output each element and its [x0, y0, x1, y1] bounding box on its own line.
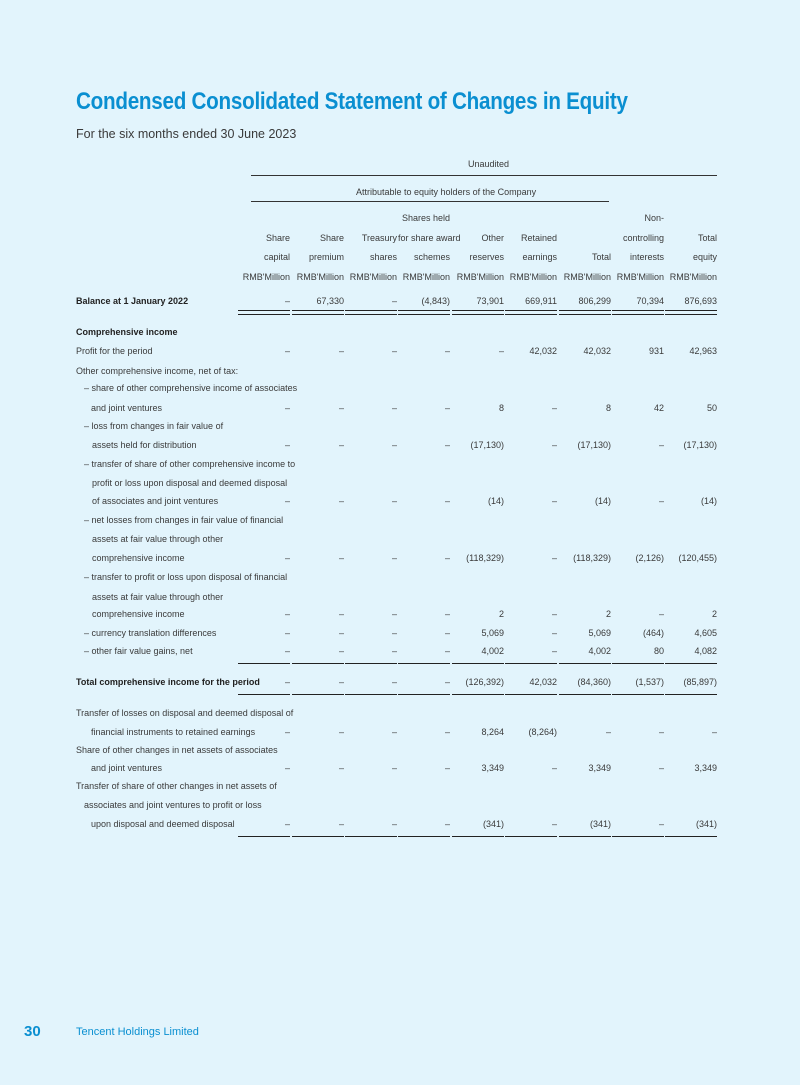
column-header-line: RMB'Million	[296, 271, 344, 282]
cell-value: –	[391, 440, 397, 450]
cell-value: 67,330	[292, 292, 344, 311]
cell-value: –	[284, 763, 290, 773]
cell-value: 8	[605, 403, 611, 413]
cell-value: –	[284, 609, 290, 619]
row-label: – currency translation differences	[84, 628, 217, 638]
cell-value: –	[391, 763, 397, 773]
row-label: – loss from changes in fair value of	[84, 421, 224, 431]
column-header-line: RMB'Million	[563, 271, 611, 282]
cell-value: 2	[711, 609, 717, 619]
cell-value: –	[238, 292, 290, 311]
cell-value: –	[338, 496, 344, 506]
row-label: profit or loss upon disposal and deemed disposal	[92, 478, 288, 488]
cell-value: –	[338, 403, 344, 413]
row-label: comprehensive income	[92, 553, 185, 563]
cell-value: (14)	[700, 496, 717, 506]
cell-value: 42,032	[529, 346, 557, 356]
cell-value: (118,329)	[573, 553, 611, 563]
cell-value: –	[338, 628, 344, 638]
cell-value: –	[338, 727, 344, 737]
column-header-line: reserves	[469, 252, 504, 262]
cell-value: –	[338, 440, 344, 450]
cell-value: 50	[706, 403, 717, 413]
table-row	[0, 759, 800, 778]
cell-value: –	[338, 346, 344, 356]
company-name: Tencent Holdings Limited	[76, 1026, 199, 1038]
row-label: Balance at 1 January 2022	[76, 296, 189, 306]
cell-value: –	[345, 642, 397, 661]
table-row	[0, 417, 800, 436]
table-row	[0, 704, 800, 723]
table-row	[0, 292, 800, 311]
row-label: – net losses from changes in fair value of financial	[84, 515, 284, 525]
row-label: financial instruments to retained earnings	[91, 727, 256, 737]
cell-value: –	[498, 346, 504, 356]
table-row	[0, 796, 800, 815]
column-header-line: RMB'Million	[456, 271, 504, 282]
row-label: of associates and joint ventures	[92, 496, 219, 506]
cell-value: –	[444, 403, 450, 413]
table-row	[0, 511, 800, 530]
row-label: – transfer to profit or loss upon disposal of financial	[84, 572, 288, 582]
cell-value: (464)	[642, 628, 664, 638]
table-row	[0, 530, 800, 549]
row-label: upon disposal and deemed disposal	[91, 819, 235, 829]
cell-value: –	[238, 673, 290, 692]
column-header-line: equity	[692, 252, 717, 262]
table-row	[0, 342, 800, 361]
attributable-header: Attributable to equity holders of the Company	[356, 187, 537, 197]
column-header-line: Share	[265, 232, 290, 243]
cell-value: (341)	[559, 815, 611, 834]
cell-value: (341)	[452, 815, 504, 834]
cell-value: (14)	[594, 496, 611, 506]
cell-value: –	[444, 553, 450, 563]
row-label: and joint ventures	[91, 403, 163, 413]
cell-value: –	[338, 553, 344, 563]
cell-value: –	[444, 727, 450, 737]
column-header-line: Treasury	[361, 232, 397, 243]
row-label: Share of other changes in net assets of associates	[76, 745, 278, 755]
cell-value: 3,349	[588, 763, 611, 773]
column-header-line: Other	[481, 232, 504, 243]
cell-value: 669,911	[505, 292, 557, 311]
column-header-line: RMB'Million	[242, 271, 290, 282]
cell-value: 806,299	[559, 292, 611, 311]
cell-value: (14)	[487, 496, 504, 506]
table-row	[0, 379, 800, 398]
cell-value: –	[391, 727, 397, 737]
cell-value: –	[292, 673, 344, 692]
cell-value: –	[284, 628, 290, 638]
cell-value: 42	[653, 403, 664, 413]
table-row	[0, 673, 800, 692]
column-header-line: capital	[263, 252, 290, 262]
cell-value: –	[551, 609, 557, 619]
cell-value: –	[398, 642, 450, 661]
cell-value: 4,082	[665, 642, 717, 661]
cell-value: –	[612, 815, 664, 834]
table-row	[0, 624, 800, 643]
cell-value: 4,002	[559, 642, 611, 661]
row-label: Transfer of losses on disposal and deemed disposal of	[76, 708, 294, 718]
cell-value: –	[345, 673, 397, 692]
cell-value: –	[551, 403, 557, 413]
cell-value: –	[292, 815, 344, 834]
row-label: Total comprehensive income for the period	[76, 677, 260, 687]
cell-value: 42,032	[583, 346, 611, 356]
column-header-line: Total	[591, 252, 611, 262]
table-row	[0, 323, 800, 342]
column-header-line: RMB'Million	[349, 271, 397, 282]
cell-value: –	[391, 553, 397, 563]
table-row	[0, 777, 800, 796]
cell-value: 3,349	[481, 763, 504, 773]
cell-value: –	[711, 727, 717, 737]
column-header-line: schemes	[413, 252, 450, 262]
table-row	[0, 492, 800, 511]
cell-value: –	[551, 763, 557, 773]
unaudited-rule	[251, 175, 717, 176]
column-header-line: Retained	[520, 232, 557, 243]
page-title: Condensed Consolidated Statement of Changes in Equity	[76, 88, 628, 115]
row-label: assets held for distribution	[92, 440, 197, 450]
cell-value: (8,264)	[528, 727, 557, 737]
row-label: Comprehensive income	[76, 327, 178, 337]
cell-value: 4,002	[452, 642, 504, 661]
cell-value: (118,329)	[466, 553, 504, 563]
column-header-line: interests	[629, 252, 664, 262]
cell-value: –	[658, 496, 664, 506]
column-header-line: earnings	[522, 252, 557, 262]
cell-value: –	[505, 642, 557, 661]
cell-value: –	[345, 815, 397, 834]
cell-value: (84,360)	[559, 673, 611, 692]
cell-value: (4,843)	[398, 292, 450, 311]
cell-value: 4,605	[694, 628, 717, 638]
cell-value: –	[551, 553, 557, 563]
cell-value: –	[284, 496, 290, 506]
unaudited-header: Unaudited	[468, 159, 510, 169]
row-label: – share of other comprehensive income of associates	[84, 383, 298, 393]
cell-value: –	[284, 440, 290, 450]
cell-value: 8	[498, 403, 504, 413]
cell-value: –	[284, 727, 290, 737]
cell-value: –	[345, 292, 397, 311]
cell-value: (120,455)	[678, 553, 717, 563]
row-label: Other comprehensive income, net of tax:	[76, 366, 239, 376]
table-row	[0, 723, 800, 742]
cell-value: –	[658, 727, 664, 737]
cell-value: 42,963	[689, 346, 717, 356]
column-header-line: Share	[319, 232, 344, 243]
cell-value: –	[391, 496, 397, 506]
cell-value: –	[551, 496, 557, 506]
cell-value: –	[444, 346, 450, 356]
attributable-rule	[251, 201, 609, 202]
cell-value: –	[391, 628, 397, 638]
row-label: Transfer of share of other changes in net assets of	[76, 781, 277, 791]
cell-value: 70,394	[612, 292, 664, 311]
row-label: – transfer of share of other comprehensive income to	[84, 459, 296, 469]
cell-value: –	[292, 642, 344, 661]
cell-value: –	[391, 346, 397, 356]
cell-value: (1,537)	[612, 673, 664, 692]
column-header-line: for share award	[398, 232, 461, 243]
table-row	[0, 474, 800, 493]
cell-value: (17,130)	[683, 440, 717, 450]
table-row	[0, 642, 800, 661]
cell-value: –	[284, 553, 290, 563]
column-header-line: RMB'Million	[669, 271, 717, 282]
cell-value: –	[505, 815, 557, 834]
cell-value: 2	[605, 609, 611, 619]
cell-value: –	[605, 727, 611, 737]
table-row	[0, 815, 800, 834]
table-row	[0, 605, 800, 624]
cell-value: –	[391, 609, 397, 619]
cell-value: –	[551, 628, 557, 638]
cell-value: (17,130)	[470, 440, 504, 450]
cell-value: (85,897)	[665, 673, 717, 692]
cell-value: –	[444, 440, 450, 450]
cell-value: –	[444, 763, 450, 773]
table-row	[0, 436, 800, 455]
row-label: assets at fair value through other	[92, 534, 224, 544]
table-row	[0, 549, 800, 568]
cell-value: 5,069	[588, 628, 611, 638]
cell-value: 8,264	[481, 727, 504, 737]
cell-value: –	[444, 609, 450, 619]
cell-value: –	[658, 609, 664, 619]
cell-value: 931	[648, 346, 664, 356]
cell-value: –	[398, 673, 450, 692]
cell-value: –	[444, 496, 450, 506]
cell-value: 73,901	[452, 292, 504, 311]
cell-value: –	[338, 763, 344, 773]
column-header-line: controlling	[622, 232, 664, 243]
cell-value: (126,392)	[452, 673, 504, 692]
cell-value: –	[238, 815, 290, 834]
table-row	[0, 455, 800, 474]
cell-value: –	[284, 403, 290, 413]
cell-value: –	[551, 440, 557, 450]
page-number: 30	[24, 1023, 41, 1040]
column-header-line: RMB'Million	[402, 271, 450, 282]
column-header-line: Shares held	[401, 213, 450, 223]
cell-value: 80	[612, 642, 664, 661]
cell-value: –	[338, 609, 344, 619]
table-row	[0, 399, 800, 418]
column-header-line: RMB'Million	[616, 271, 664, 282]
row-label: associates and joint ventures to profit or loss	[84, 800, 262, 810]
column-header-line: Non-	[644, 213, 664, 223]
page-subtitle: For the six months ended 30 June 2023	[76, 127, 297, 141]
cell-value: 876,693	[665, 292, 717, 311]
row-label: Profit for the period	[76, 346, 153, 356]
row-label: assets at fair value through other	[92, 592, 224, 602]
column-header-line: Total	[697, 232, 717, 243]
cell-value: –	[238, 642, 290, 661]
table-row	[0, 568, 800, 587]
cell-value: –	[444, 628, 450, 638]
column-header-line: RMB'Million	[509, 271, 557, 282]
cell-value: (341)	[665, 815, 717, 834]
cell-value: –	[658, 763, 664, 773]
cell-value: 42,032	[505, 673, 557, 692]
column-header-line: shares	[369, 252, 397, 262]
cell-value: (2,126)	[635, 553, 664, 563]
cell-value: 2	[498, 609, 504, 619]
cell-value: 3,349	[694, 763, 717, 773]
cell-value: –	[398, 815, 450, 834]
cell-value: –	[658, 440, 664, 450]
table-row	[0, 741, 800, 760]
column-header-line: premium	[308, 252, 344, 262]
cell-value: (17,130)	[577, 440, 611, 450]
cell-value: 5,069	[481, 628, 504, 638]
cell-value: –	[284, 346, 290, 356]
row-label: – other fair value gains, net	[84, 646, 193, 656]
row-label: comprehensive income	[92, 609, 185, 619]
cell-value: –	[391, 403, 397, 413]
row-label: and joint ventures	[91, 763, 163, 773]
